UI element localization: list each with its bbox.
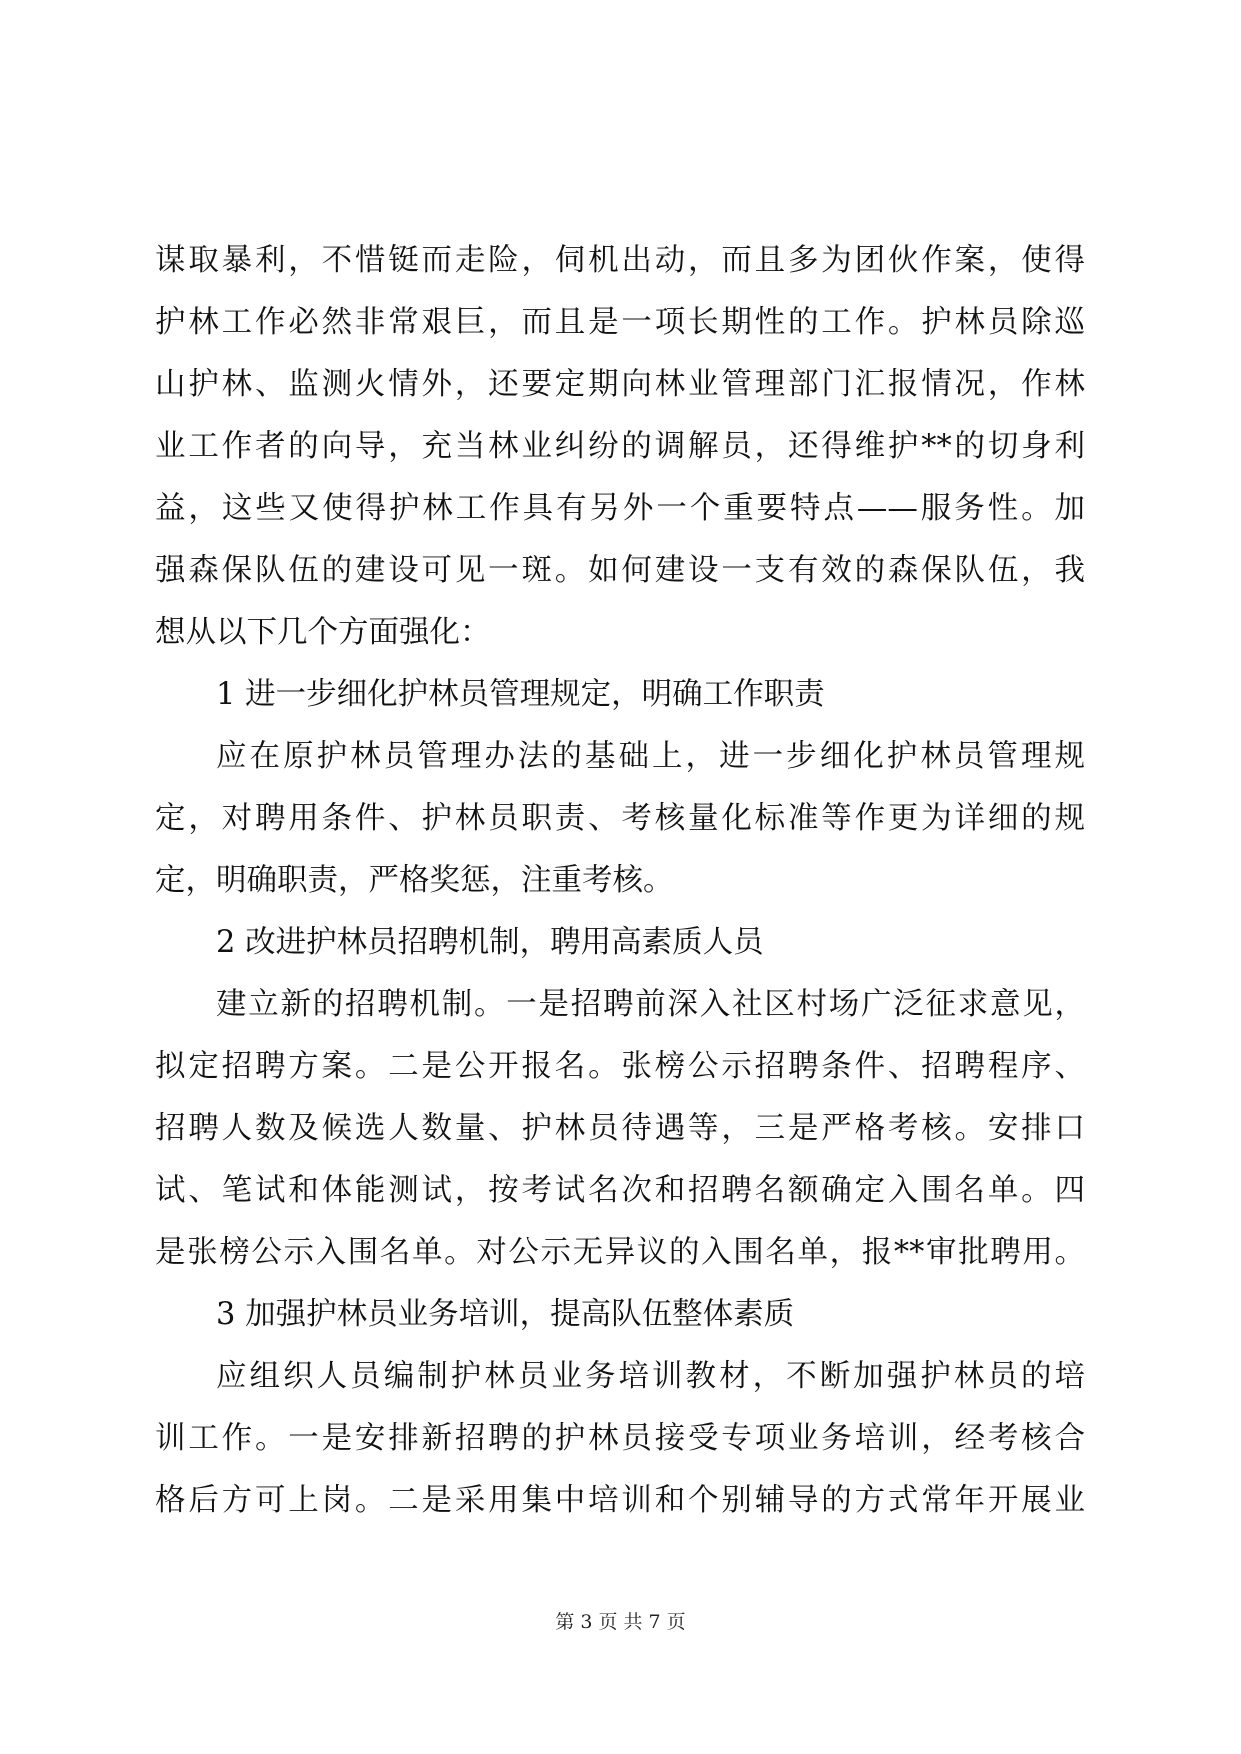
section-heading: 3 加强护林员业务培训，提高队伍整体素质 <box>216 1297 795 1332</box>
section-heading: 2 改进护林员招聘机制，聘用高素质人员 <box>216 925 764 960</box>
text-line: 谋取暴利，不惜铤而走险，伺机出动，而且多为团伙作案，使得 <box>155 243 1085 278</box>
section-heading: 1 进一步细化护林员管理规定，明确工作职责 <box>216 677 825 712</box>
text-line: 应在原护林员管理办法的基础上，进一步细化护林员管理规 <box>216 739 1085 774</box>
text-line: 应组织人员编制护林员业务培训教材，不断加强护林员的培 <box>216 1359 1085 1394</box>
text-line: 业工作者的向导，充当林业纠纷的调解员，还得维护**的切身利 <box>155 429 1085 464</box>
text-line: 格后方可上岗。二是采用集中培训和个别辅导的方式常年开展业 <box>155 1483 1085 1518</box>
text-line: 想从以下几个方面强化： <box>155 615 491 650</box>
text-line: 拟定招聘方案。二是公开报名。张榜公示招聘条件、招聘程序、 <box>155 1049 1085 1084</box>
text-line: 益，这些又使得护林工作具有另外一个重要特点——服务性。加 <box>155 491 1085 526</box>
text-line: 训工作。一是安排新招聘的护林员接受专项业务培训，经考核合 <box>155 1421 1085 1456</box>
text-line: 山护林、监测火情外，还要定期向林业管理部门汇报情况，作林 <box>155 367 1085 402</box>
text-line: 定，明确职责，严格奖惩，注重考核。 <box>155 863 674 898</box>
text-line: 是张榜公示入围名单。对公示无异议的入围名单，报**审批聘用。 <box>155 1235 1085 1270</box>
text-line: 招聘人数及候选人数量、护林员待遇等，三是严格考核。安排口 <box>155 1111 1085 1146</box>
page-number-footer: 第 3 页 共 7 页 <box>555 1611 686 1633</box>
document-body <box>155 230 1085 1532</box>
text-line: 试、笔试和体能测试，按考试名次和招聘名额确定入围名单。四 <box>155 1173 1085 1208</box>
text-line: 定，对聘用条件、护林员职责、考核量化标准等作更为详细的规 <box>155 801 1085 836</box>
text-line: 护林工作必然非常艰巨，而且是一项长期性的工作。护林员除巡 <box>155 305 1085 340</box>
text-line: 强森保队伍的建设可见一斑。如何建设一支有效的森保队伍，我 <box>155 553 1085 588</box>
text-line: 建立新的招聘机制。一是招聘前深入社区村场广泛征求意见， <box>216 987 1085 1022</box>
